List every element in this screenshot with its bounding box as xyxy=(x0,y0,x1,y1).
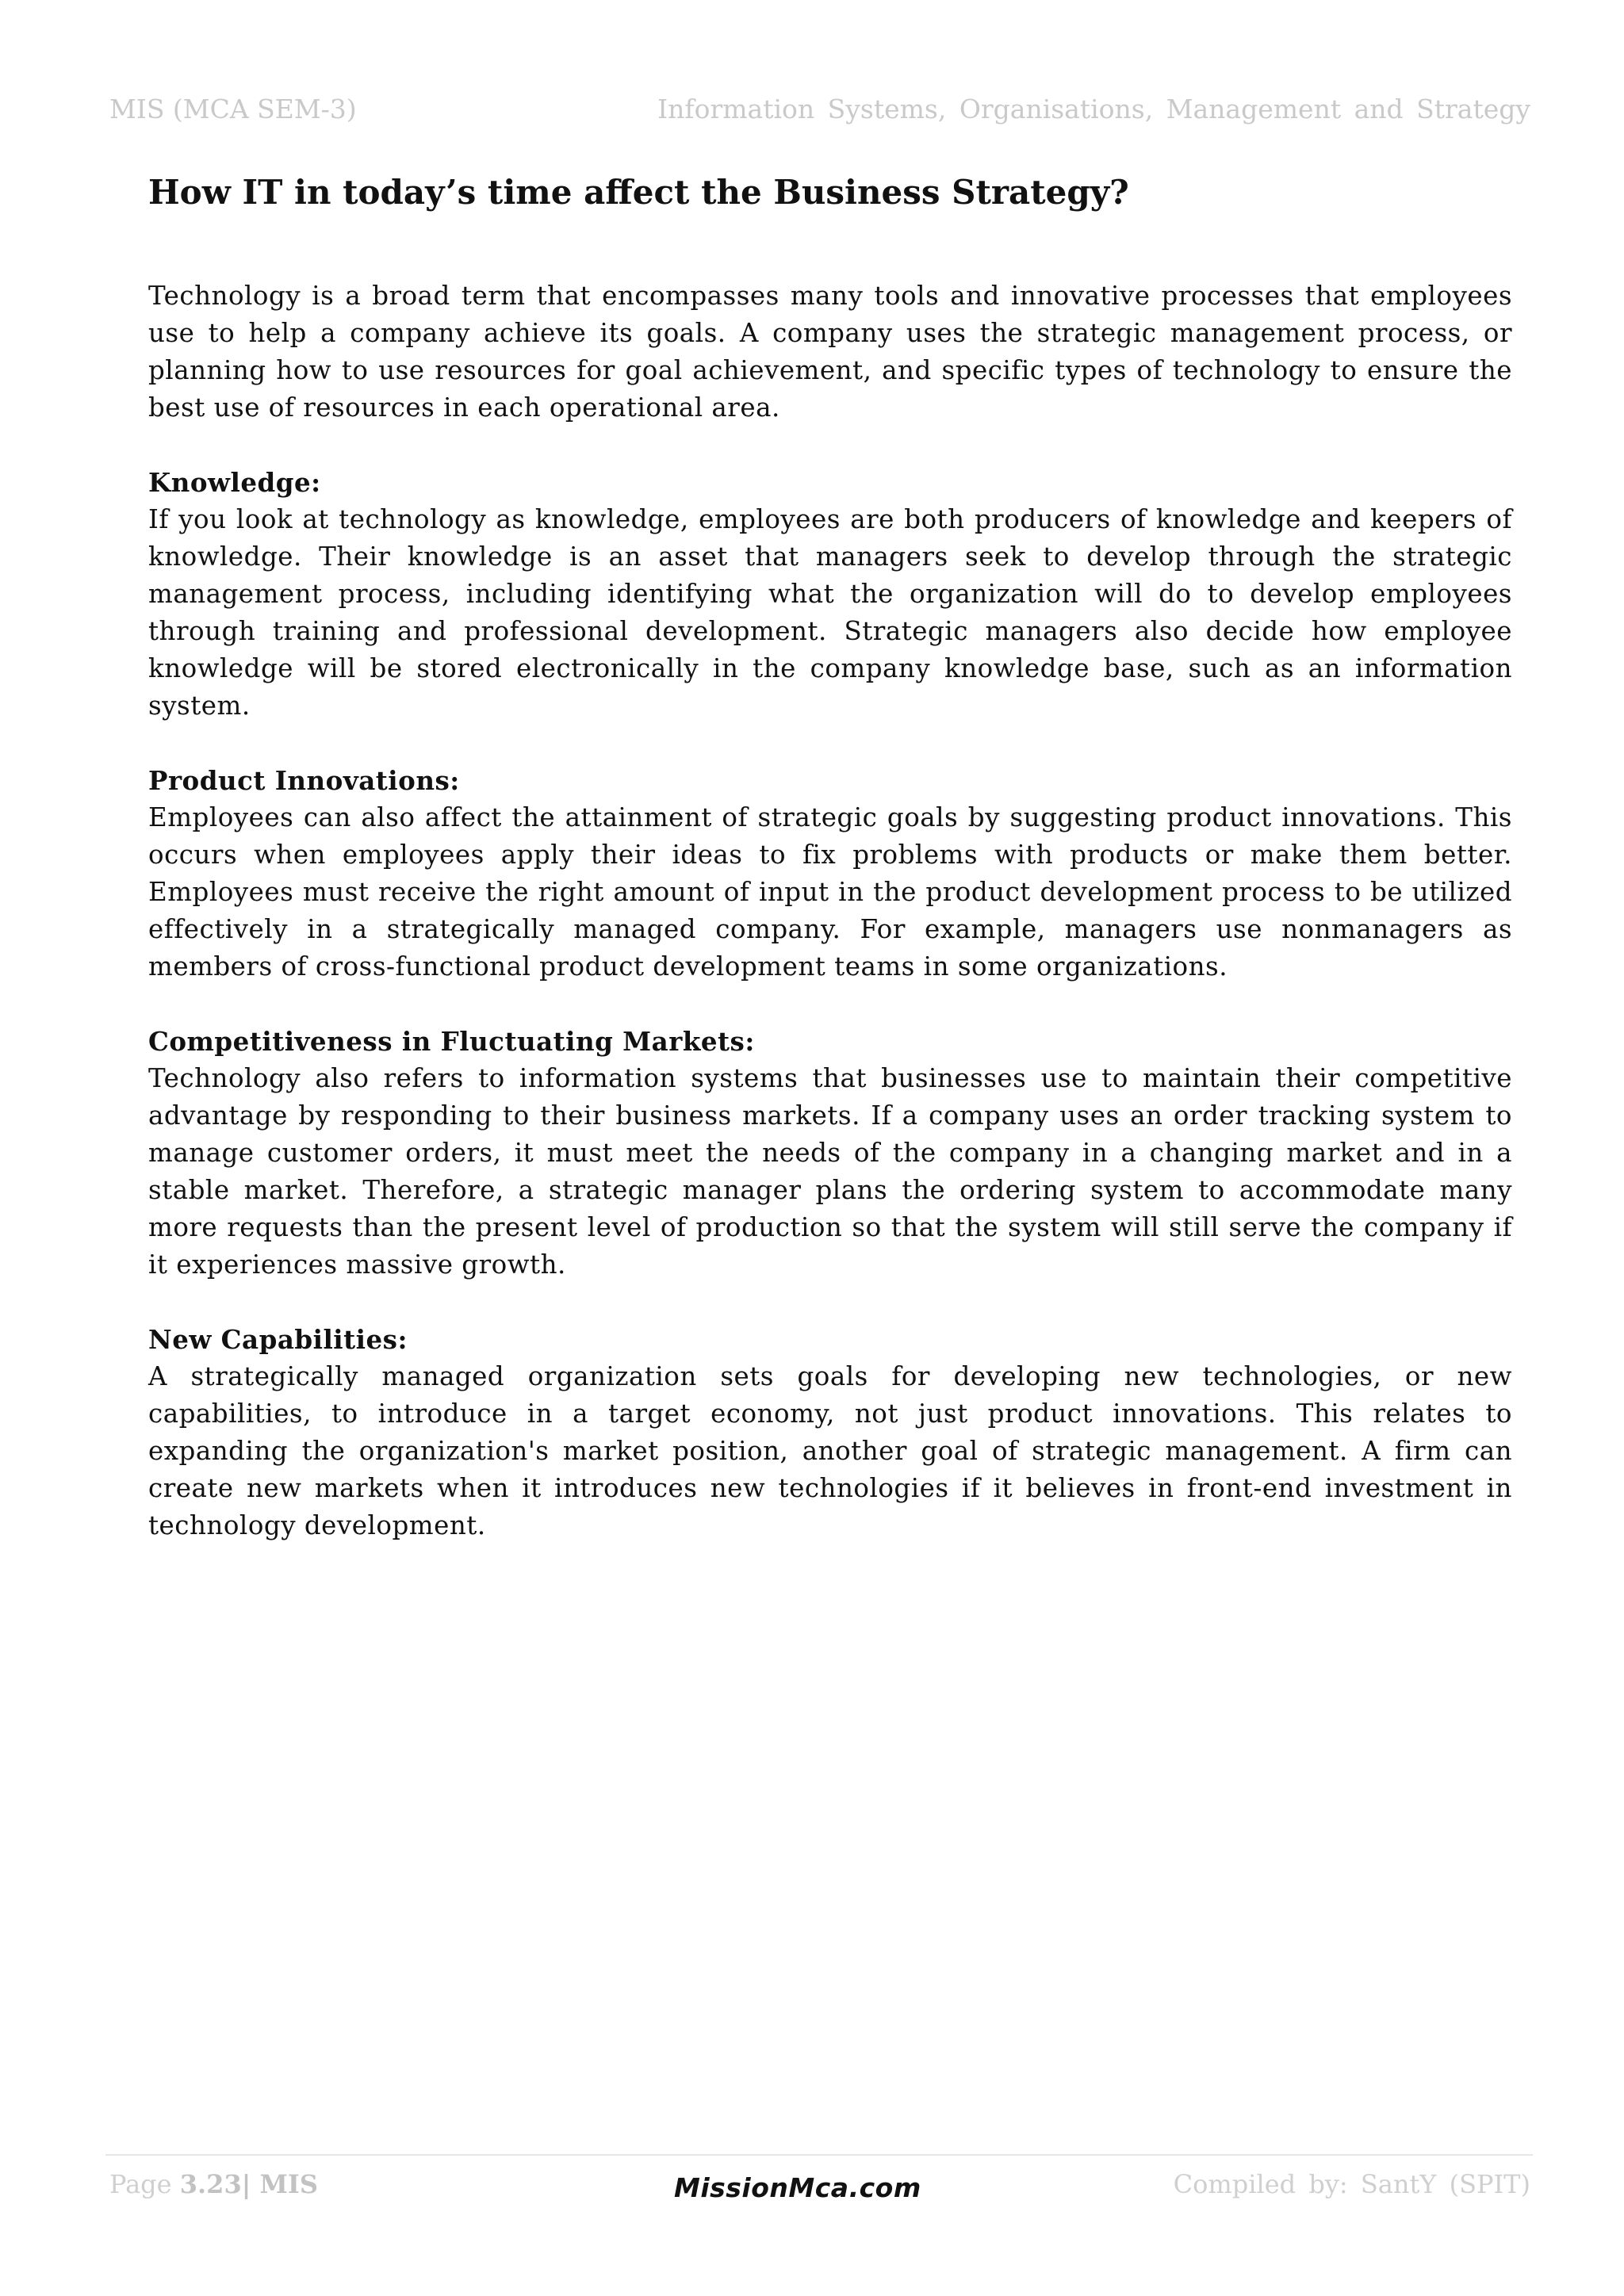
section-product-innovations xyxy=(148,762,1512,985)
page-suffix: | MIS xyxy=(241,2169,318,2199)
footer-page-label xyxy=(109,2169,318,2199)
header-course: MIS (MCA SEM-3) xyxy=(109,94,357,124)
page-footer xyxy=(109,2169,1530,2209)
section-body: If you look at technology as knowledge, employees are both producers of knowledge and keepers of knowledge. Their knowledge is an asset that managers seek to develop through the strategic management process, including identifying what the organization will do to develop employees through training and professional development. Strategic managers also decide how employee knowledge will be stored electronically in the company knowledge base, such as an information system. xyxy=(148,504,1512,721)
page-title: How IT in today’s time affect the Business Strategy? xyxy=(148,173,1129,212)
section-body: Technology also refers to information systems that businesses use to maintain their competitive advantage by responding to their business markets. If a company uses an order tracking system to manage customer orders, it must meet the needs of the company in a changing market and in a stable market. Therefore, a strategic manager plans the ordering system to accommodate many more requests than the present level of production so that the system will still serve the company if it experiences massive growth. xyxy=(148,1063,1512,1280)
page-number: 3.23 xyxy=(179,2169,242,2199)
section-competitiveness xyxy=(148,1023,1512,1284)
intro-paragraph: Technology is a broad term that encompasses many tools and innovative processes that employees use to help a company achieve its goals. A company uses the strategic management process, or planning how to use resources for goal achievement, and specific types of technology to ensure the best use of resources in each operational area. xyxy=(148,281,1512,423)
section-body: A strategically managed organization sets goals for developing new technologies, or new capabilities, to introduce in a target economy, not just product innovations. This relates to expanding the organization's market position, another goal of strategic management. A firm can create new markets when it introduces new technologies if it believes in front-end investment in technology development. xyxy=(148,1361,1512,1540)
header-chapter: Information Systems, Organisations, Management and Strategy xyxy=(657,94,1530,124)
footer-divider xyxy=(105,2154,1533,2156)
section-heading: Knowledge: xyxy=(148,467,321,498)
section-heading: New Capabilities: xyxy=(148,1324,408,1355)
section-new-capabilities xyxy=(148,1321,1512,1544)
page-prefix: Page xyxy=(109,2169,180,2199)
page-header xyxy=(109,94,1530,132)
section-heading: Product Innovations: xyxy=(148,765,460,796)
document-body xyxy=(148,168,1512,1544)
section-heading: Competitiveness in Fluctuating Markets: xyxy=(148,1026,755,1057)
section-knowledge xyxy=(148,464,1512,725)
footer-compiled-by: Compiled by: SantY (SPIT) xyxy=(1173,2169,1530,2199)
site-logo: MissionMca.com xyxy=(674,2172,921,2203)
section-body: Employees can also affect the attainment of strategic goals by suggesting product innovations. This occurs when employees apply their ideas to fix problems with products or make them better. Employees must receive the right amount of input in the product development process to be utilized effectively in a strategically managed company. For example, managers use nonmanagers as members of cross-functional product development teams in some organizations. xyxy=(148,802,1512,982)
